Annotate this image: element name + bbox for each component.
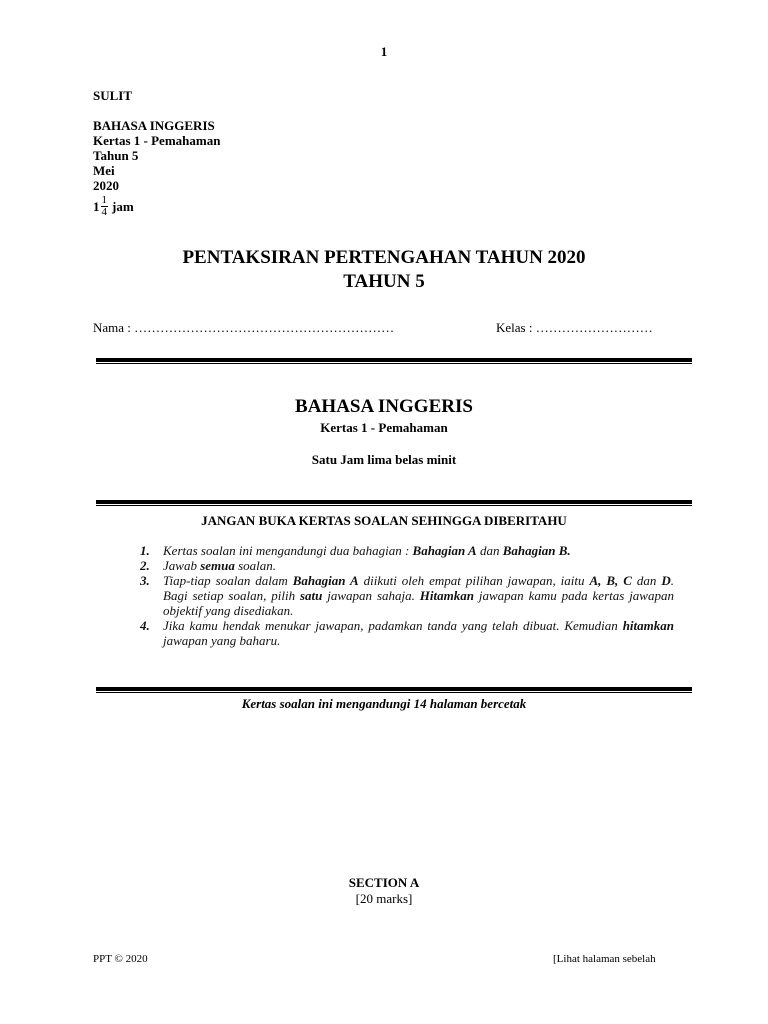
warning-notice: JANGAN BUKA KERTAS SOALAN SEHINGGA DIBERITAHU	[201, 513, 567, 528]
instruction-number: 4.	[140, 618, 150, 633]
footer-copyright: PPT © 2020	[93, 953, 148, 965]
instruction-number: 2.	[140, 558, 150, 573]
instruction-text: Jawab	[163, 558, 201, 573]
header-duration	[93, 195, 220, 218]
header-paper: Kertas 1 - Pemahaman	[93, 133, 221, 148]
header-year-level: Tahun 5	[93, 148, 139, 163]
instruction-text: diikuti oleh empat pilihan jawapan, iaitu	[358, 573, 590, 588]
paper-name: Kertas 1 - Pemahaman	[320, 420, 448, 435]
instruction-emphasis: semua	[200, 558, 235, 573]
exam-title-line1: PENTAKSIRAN PERTENGAHAN TAHUN 2020	[182, 247, 586, 268]
instruction-text: dan	[631, 573, 662, 588]
instruction-emphasis: Bahagian A	[412, 543, 477, 558]
classification-label: SULIT	[93, 88, 133, 103]
instruction-emphasis: hitamkan	[622, 618, 674, 633]
pages-note: Kertas soalan ini mengandungi 14 halaman bercetak	[241, 696, 527, 711]
instruction-text: jawapan yang baharu.	[163, 633, 281, 648]
footer-turn-page: [Lihat halaman sebelah	[553, 953, 656, 965]
instruction-text: jawapan kamu pada kertas jawapan objektif yang disediakan.	[163, 588, 674, 618]
instruction-emphasis: D	[661, 573, 671, 588]
divider-rule	[96, 687, 692, 691]
instruction-item	[136, 618, 674, 648]
instruction-text: dan	[476, 543, 503, 558]
instruction-emphasis: Hitamkan	[419, 588, 474, 603]
page-number: 1	[380, 44, 388, 59]
instruction-text: Kertas soalan ini mengandungi dua bahagian :	[163, 543, 413, 558]
fraction-numerator: 1	[101, 194, 107, 206]
instruction-number: 3.	[140, 573, 150, 588]
name-field: Nama : ……………………………………………………	[93, 320, 395, 335]
paper-time: Satu Jam lima belas minit	[311, 452, 457, 467]
instruction-emphasis: Bahagian A	[292, 573, 359, 588]
fraction-denominator: 4	[101, 206, 107, 218]
paper-header	[93, 88, 220, 218]
exam-title	[0, 246, 768, 294]
instruction-text: Tiap-tiap soalan dalam	[163, 573, 293, 588]
instruction-emphasis: satu	[299, 588, 323, 603]
header-month: Mei	[93, 163, 115, 178]
class-field: Kelas : ………………………	[496, 320, 653, 335]
instruction-text: jawapan sahaja.	[322, 588, 420, 603]
divider-rule	[96, 500, 692, 504]
paper-subject: BAHASA INGGERIS	[295, 396, 473, 417]
section-marks: [20 marks]	[355, 891, 413, 906]
header-subject: BAHASA INGGERIS	[93, 118, 215, 133]
instruction-number: 1.	[140, 543, 150, 558]
duration-fraction	[101, 195, 109, 218]
section-title: SECTION A	[348, 875, 420, 890]
duration-whole: 1	[93, 199, 100, 214]
instruction-text: . Bagi setiap soalan, pilih	[163, 573, 675, 603]
instruction-text: soalan.	[234, 558, 277, 573]
exam-title-line2: TAHUN 5	[343, 271, 425, 292]
divider-rule	[96, 358, 692, 362]
duration-unit: jam	[112, 199, 134, 214]
instruction-emphasis: Bahagian B.	[502, 543, 571, 558]
instruction-item	[136, 543, 674, 558]
instructions-list	[136, 543, 674, 648]
instruction-text: Jika kamu hendak menukar jawapan, padamkan tanda yang telah dibuat. Kemudian	[163, 618, 623, 633]
header-year: 2020	[93, 178, 119, 193]
instruction-item	[136, 573, 674, 618]
instruction-emphasis: A, B, C	[589, 573, 632, 588]
instruction-item	[136, 558, 674, 573]
